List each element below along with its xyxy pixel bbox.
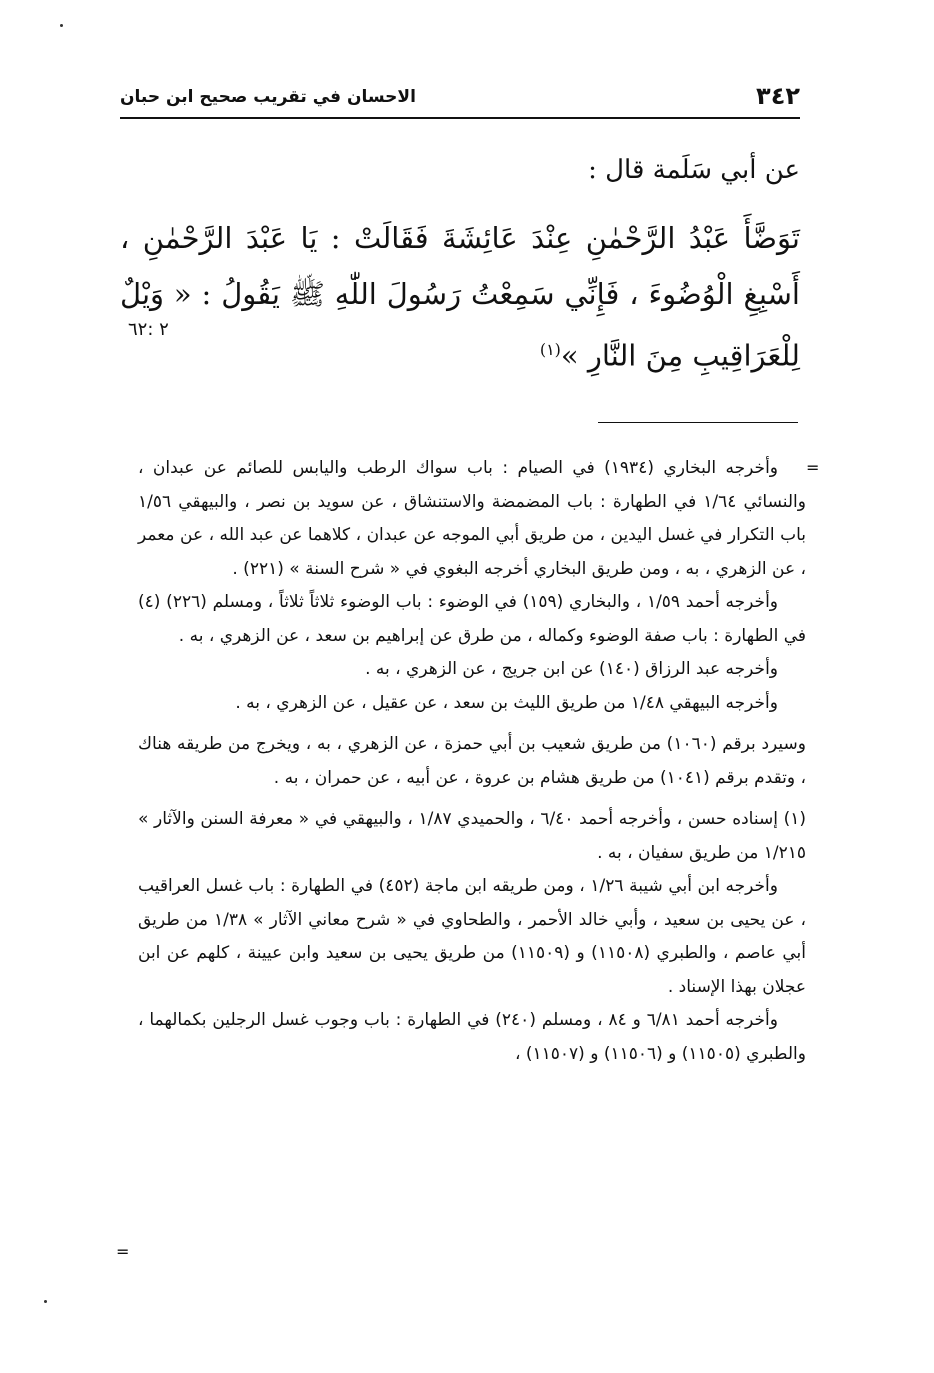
hadith-intro: عن أبي سَلَمة قال : [588, 155, 800, 185]
footnote-1: (١) إسناده حسن ، وأخرجه أحمد ٦/٤٠ ، والحميدي ١/٨٧ ، والبيهقي في « معرفة السنن والآثار » ١/٢١٥ من طريق سفيان ، به . [138, 809, 806, 863]
spacer [138, 720, 806, 728]
hadith-reference: ٢ :٦٢ [128, 319, 169, 340]
continuation-mark-top: = [806, 458, 820, 477]
footnote-marker: (١) [539, 340, 561, 359]
footnote-rule [598, 422, 798, 423]
page-header [120, 82, 800, 116]
running-title: الاحسان في تقريب صحيح ابن حبان [120, 87, 416, 107]
footnote-paragraph: وأخرجه أحمد ٦/٨١ و ٨٤ ، ومسلم (٢٤٠) في الطهارة : باب وجوب غسل الرجلين بكمالهما ، والطبري (١١٥٠٥) و (١١٥٠٦) و (١١٥٠٧) ، [138, 1010, 806, 1064]
footnotes-section [138, 452, 806, 1071]
footnote-paragraph: وأخرجه ابن أبي شيبة ١/٢٦ ، ومن طريقه ابن ماجة (٤٥٢) في الطهارة : باب غسل العراقيب ، عن يحيى بن سعيد ، وأبي خالد الأحمر ، والطحاوي في « شرح معاني الآثار » ١/٣٨ من طريق أبي عاصم ، والطبري (١١٥٠٨) و (١١٥٠٩) من طريق يحيى بن سعيد وابن عيينة ، كلهم عن ابن عجلان بهذا الإسناد . [138, 876, 806, 997]
scan-speck [60, 24, 63, 27]
scan-speck [44, 1300, 47, 1303]
footnote-paragraph: وأخرجه عبد الرزاق (١٤٠) عن ابن جريج ، عن الزهري ، به . [365, 659, 778, 679]
hadith-text [120, 210, 800, 384]
footnote-paragraph: وأخرجه البخاري (١٩٣٤) في الصيام : باب سواك الرطب واليابس للصائم عن عبدان ، والنسائي ١/٦٤ في الطهارة : باب المضمضة والاستنشاق ، عن سويد بن نصر ، والبيهقي ١/٥٦ باب التكرار في غسل اليدين ، من طريق أبي الموجه عن عبدان ، كلاهما عن عبد الله ، عن معمر ، عن الزهري ، به ، ومن طريق البخاري أخرجه البغوي في « شرح السنة » (٢٢١) . [138, 458, 806, 579]
page-number: ٣٤٢ [756, 82, 800, 110]
header-rule [120, 117, 800, 119]
hadith-body: تَوَضَّأَ عَبْدُ الرَّحْمٰنِ عِنْدَ عَائِشَةَ فَقَالَتْ : يَا عَبْدَ الرَّحْمٰنِ ، أَسْبِغِ الْوُضُوءَ ، فَإِنِّي سَمِعْتُ رَسُولَ اللّٰهِ ﷺ يَقُولُ : « وَيْلٌ لِلْعَرَاقِيبِ مِنَ النَّارِ » [120, 221, 800, 373]
footnote-paragraph: وأخرجه أحمد ١/٥٩ ، والبخاري (١٥٩) في الوضوء : باب الوضوء ثلاثاً ثلاثاً ، ومسلم (٢٢٦) (٤) في الطهارة : باب صفة الوضوء وكماله ، من طرق عن إبراهيم بن سعد ، عن الزهري ، به . [138, 592, 806, 646]
footnote-paragraph: وأخرجه البيهقي ١/٤٨ من طريق الليث بن سعد ، عن عقيل ، عن الزهري ، به . [235, 692, 778, 713]
footnote-paragraph: وسيرد برقم (١٠٦٠) من طريق شعيب بن أبي حمزة ، عن الزهري ، به ، ويخرج من طريقه هناك ، وتقدم برقم (١٠٤١) من طريق هشام بن عروة ، عن أبيه ، عن حمران ، به . [138, 734, 806, 788]
continuation-mark-bottom: = [116, 1242, 130, 1261]
spacer [138, 795, 806, 803]
